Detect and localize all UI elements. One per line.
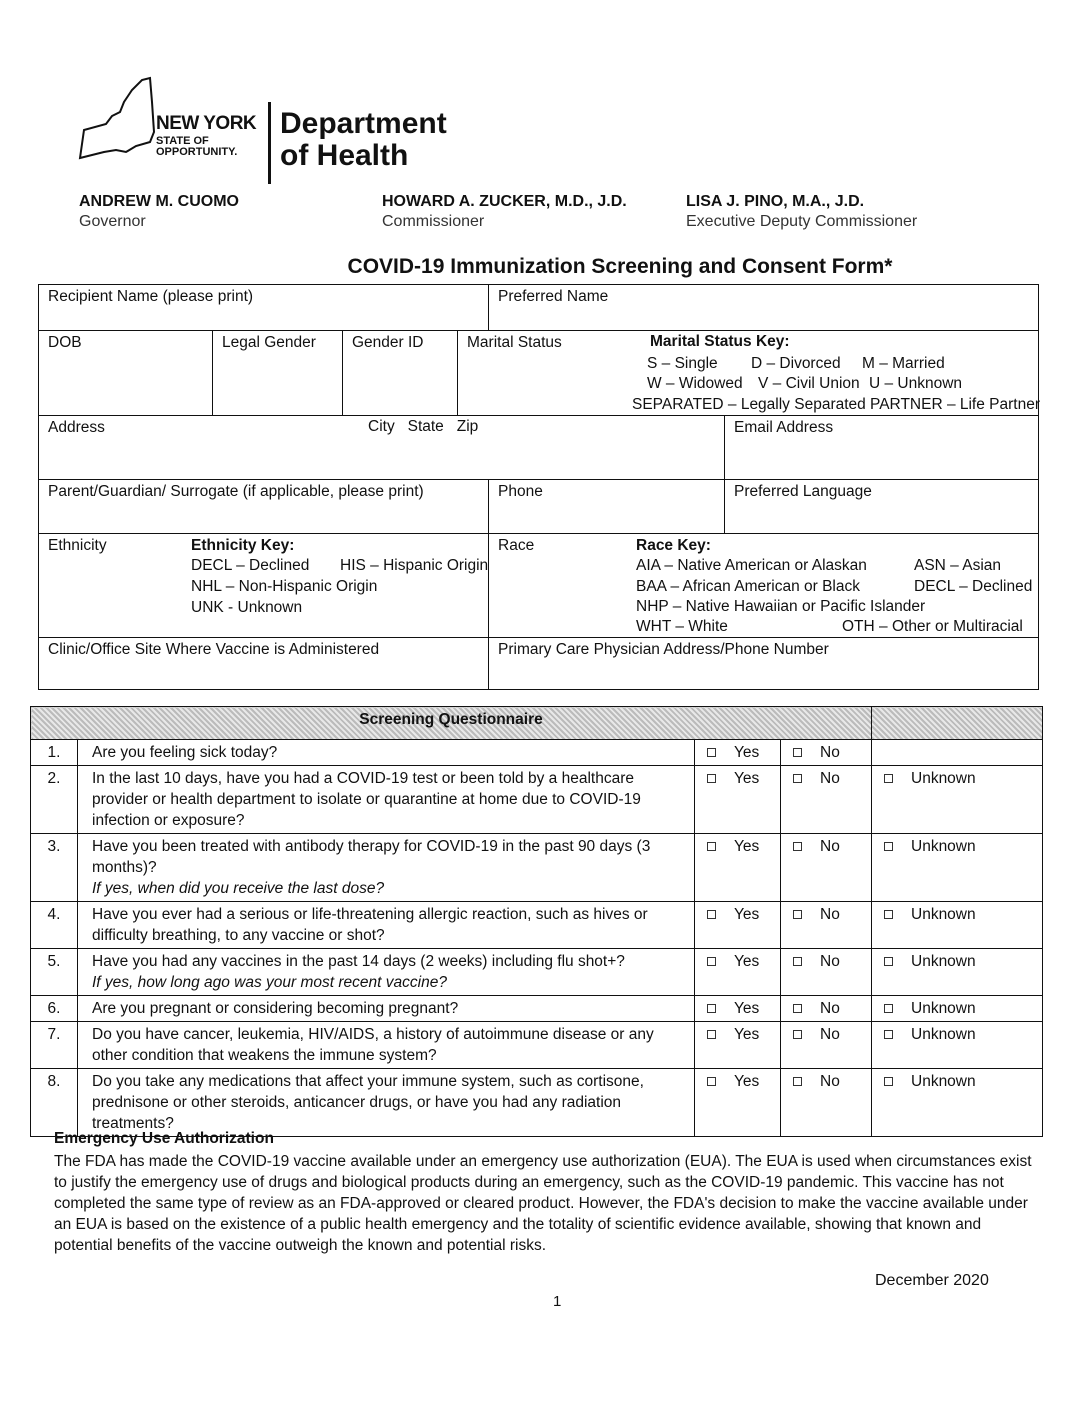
form-title: COVID-19 Immunization Screening and Consent Form*: [347, 255, 893, 278]
logo-divider: [268, 102, 271, 184]
checkbox-icon[interactable]: [793, 1077, 802, 1086]
guardian-field[interactable]: Parent/Guardian/ Surrogate (if applicable, please print): [38, 479, 489, 534]
question-text: Have you been treated with antibody therapy for COVID-19 in the past 90 days (3 months)? If yes, when did you receive the last dose?: [78, 834, 695, 902]
question-text: Have you ever had a serious or life-threatening allergic reaction, such as hives or difficulty breathing, to any vaccine or shot?: [78, 902, 695, 949]
screening-questionnaire: [30, 706, 1043, 1137]
checkbox-icon[interactable]: [884, 774, 893, 783]
unknown-option[interactable]: Unknown: [872, 1069, 1043, 1137]
ethnicity-key-item: NHL – Non-Hispanic Origin: [191, 578, 378, 595]
page-number: 1: [553, 1293, 562, 1310]
question-number: 1.: [31, 740, 78, 766]
yes-option[interactable]: Yes: [695, 1022, 781, 1069]
legal-gender-field[interactable]: Legal Gender: [212, 330, 343, 416]
checkbox-icon[interactable]: [793, 774, 802, 783]
yes-option[interactable]: Yes: [695, 834, 781, 902]
no-option[interactable]: No: [781, 740, 872, 766]
checkbox-icon[interactable]: [707, 1030, 716, 1039]
question-number: 2.: [31, 766, 78, 834]
new-york-state-map-logo: [76, 72, 156, 162]
checkbox-icon[interactable]: [707, 842, 716, 851]
marital-key-item: V – Civil Union: [758, 375, 860, 392]
yes-option[interactable]: Yes: [695, 1069, 781, 1137]
race-key-item: DECL – Declined: [914, 578, 1033, 595]
official-name-governor: ANDREW M. CUOMO: [79, 193, 239, 210]
marital-key-item: U – Unknown: [869, 375, 963, 392]
question-row: [31, 1069, 1043, 1137]
checkbox-icon[interactable]: [884, 1077, 893, 1086]
unknown-option[interactable]: Unknown: [872, 902, 1043, 949]
checkbox-icon[interactable]: [793, 842, 802, 851]
ethnicity-key-item: HIS – Hispanic Origin: [340, 557, 489, 574]
checkbox-icon[interactable]: [707, 957, 716, 966]
question-number: 3.: [31, 834, 78, 902]
question-number: 8.: [31, 1069, 78, 1137]
checkbox-icon[interactable]: [707, 910, 716, 919]
unknown-option[interactable]: Unknown: [872, 949, 1043, 996]
checkbox-icon[interactable]: [793, 748, 802, 757]
recipient-name-field[interactable]: Recipient Name (please print): [38, 284, 489, 331]
checkbox-icon[interactable]: [707, 774, 716, 783]
preferred-language-field[interactable]: Preferred Language: [724, 479, 1039, 534]
eua-body: The FDA has made the COVID-19 vaccine available under an emergency use authorization (EUA). The EUA is used when circumstances exist to justify the emergency use of drugs and biological products during an emergency, such as the COVID-19 pandemic. This vaccine has not completed the same type of review as an FDA-approved or cleared product. However, the FDA's decision to make the vaccine available under an EUA is based on the existence of a public health emergency and the totality of scientific evidence available, showing that known and potential benefits of the vaccine outweigh the known and potential risks.: [54, 1153, 1032, 1254]
city-state-zip-label: City State Zip: [368, 418, 479, 435]
question-row: [31, 1022, 1043, 1069]
checkbox-icon[interactable]: [707, 1077, 716, 1086]
checkbox-icon[interactable]: [793, 910, 802, 919]
email-field[interactable]: Email Address: [724, 415, 1039, 480]
checkbox-icon[interactable]: [884, 842, 893, 851]
official-title-governor: Governor: [79, 213, 146, 230]
question-number: 6.: [31, 996, 78, 1022]
unknown-option: [872, 740, 1043, 766]
yes-option[interactable]: Yes: [695, 740, 781, 766]
question-text: In the last 10 days, have you had a COVID-19 test or been told by a healthcare provider or health department to isolate or quarantine at home due to COVID-19 infection or exposure?: [78, 766, 695, 834]
question-row: [31, 740, 1043, 766]
race-key-item: BAA – African American or Black: [636, 578, 860, 595]
race-key-item: AIA – Native American or Alaskan: [636, 557, 867, 574]
address-field[interactable]: Address: [38, 415, 725, 480]
checkbox-icon[interactable]: [793, 1004, 802, 1013]
phone-field[interactable]: Phone: [488, 479, 725, 534]
eua-heading: Emergency Use Authorization: [54, 1130, 274, 1147]
checkbox-icon[interactable]: [793, 1030, 802, 1039]
marital-key-item: D – Divorced: [751, 355, 841, 372]
dob-field[interactable]: DOB: [38, 330, 213, 416]
no-option[interactable]: No: [781, 996, 872, 1022]
ethnicity-key-item: DECL – Declined: [191, 557, 310, 574]
ethnicity-field[interactable]: Ethnicity: [38, 533, 489, 638]
checkbox-icon[interactable]: [707, 1004, 716, 1013]
question-number: 5.: [31, 949, 78, 996]
no-option[interactable]: No: [781, 949, 872, 996]
question-number: 4.: [31, 902, 78, 949]
preferred-name-field[interactable]: Preferred Name: [488, 284, 1039, 331]
checkbox-icon[interactable]: [884, 1030, 893, 1039]
logo-tagline: STATE OF OPPORTUNITY.: [156, 135, 238, 158]
question-row: [31, 949, 1043, 996]
official-title-deputy: Executive Deputy Commissioner: [686, 213, 918, 230]
clinic-site-field[interactable]: Clinic/Office Site Where Vaccine is Administered: [38, 637, 489, 690]
logo-new-york: NEW YORK: [156, 113, 257, 134]
official-name-deputy: LISA J. PINO, M.A., J.D.: [686, 193, 865, 210]
no-option[interactable]: No: [781, 902, 872, 949]
no-option[interactable]: No: [781, 1069, 872, 1137]
race-field[interactable]: Race: [488, 533, 1039, 638]
question-followup: If yes, when did you receive the last dose?: [92, 880, 385, 897]
race-key-title: Race Key:: [636, 537, 711, 554]
question-text: Do you have cancer, leukemia, HIV/AIDS, a history of autoimmune disease or any other condition that weakens the immune system?: [78, 1022, 695, 1069]
unknown-option[interactable]: Unknown: [872, 1022, 1043, 1069]
question-row: [31, 766, 1043, 834]
race-key-item: WHT – White: [636, 618, 728, 635]
yes-option[interactable]: Yes: [695, 766, 781, 834]
question-text: Do you take any medications that affect your immune system, such as cortisone, prednisone or other steroids, anticancer drugs, or have you had any radiation treatments?: [78, 1069, 695, 1137]
unknown-option[interactable]: Unknown: [872, 834, 1043, 902]
marital-key-item: S – Single: [647, 355, 718, 372]
question-row: [31, 902, 1043, 949]
question-row: [31, 834, 1043, 902]
no-option[interactable]: No: [781, 1022, 872, 1069]
checkbox-icon[interactable]: [707, 748, 716, 757]
marital-key-item: PARTNER – Life Partner: [870, 396, 1040, 413]
race-key-item: NHP – Native Hawaiian or Pacific Islander: [636, 598, 926, 615]
yes-option[interactable]: Yes: [695, 902, 781, 949]
checkbox-icon[interactable]: [884, 957, 893, 966]
question-followup: If yes, how long ago was your most recent vaccine?: [92, 974, 447, 991]
document-date: December 2020: [875, 1272, 989, 1289]
marital-key-item: M – Married: [862, 355, 945, 372]
race-key-item: OTH – Other or Multiracial: [842, 618, 1023, 635]
official-title-commissioner: Commissioner: [382, 213, 485, 230]
checkbox-icon[interactable]: [793, 957, 802, 966]
yes-option[interactable]: Yes: [695, 996, 781, 1022]
official-name-commissioner: HOWARD A. ZUCKER, M.D., J.D.: [382, 193, 627, 210]
marital-key-item: W – Widowed: [647, 375, 743, 392]
question-text: Are you feeling sick today?: [78, 740, 695, 766]
questionnaire-header-blank: [872, 707, 1043, 740]
questionnaire-title: Screening Questionnaire: [31, 707, 872, 740]
marital-status-field[interactable]: Marital Status: [457, 330, 1039, 416]
no-option[interactable]: No: [781, 766, 872, 834]
yes-option[interactable]: Yes: [695, 949, 781, 996]
marital-key-item: SEPARATED – Legally Separated: [632, 396, 866, 413]
ethnicity-key-title: Ethnicity Key:: [191, 537, 295, 554]
checkbox-icon[interactable]: [884, 910, 893, 919]
question-number: 7.: [31, 1022, 78, 1069]
question-row: [31, 996, 1043, 1022]
marital-key-title: Marital Status Key:: [650, 333, 790, 350]
question-text: Are you pregnant or considering becoming pregnant?: [78, 996, 695, 1022]
unknown-option[interactable]: Unknown: [872, 766, 1043, 834]
race-key-item: ASN – Asian: [914, 557, 1002, 574]
primary-care-physician-field[interactable]: Primary Care Physician Address/Phone Number: [488, 637, 1039, 690]
question-text: Have you had any vaccines in the past 14 days (2 weeks) including flu shot+? If yes, how long ago was your most recent vaccine?: [78, 949, 695, 996]
ethnicity-key-item: UNK - Unknown: [191, 599, 303, 616]
gender-id-field[interactable]: Gender ID: [342, 330, 458, 416]
department-of-health-logo: Department of Health: [280, 107, 447, 172]
checkbox-icon[interactable]: [884, 1004, 893, 1013]
unknown-option[interactable]: Unknown: [872, 996, 1043, 1022]
no-option[interactable]: No: [781, 834, 872, 902]
